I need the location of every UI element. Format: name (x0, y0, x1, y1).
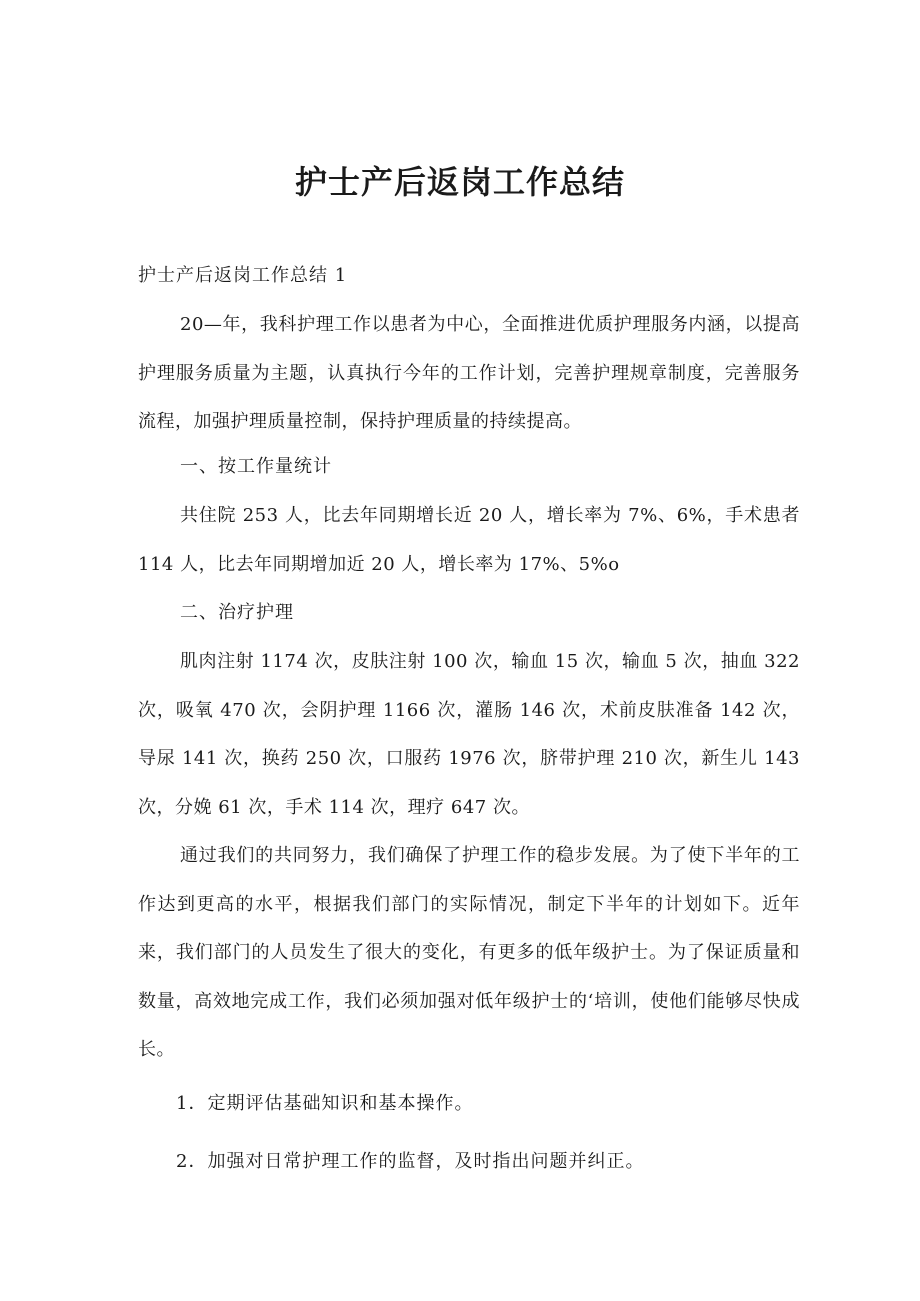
workload-paragraph: 共住院 253 人，比去年同期增长近 20 人，增长率为 7%、6%，手术患者 114 人，比去年同期增加近 20 人，增长率为 17%、5%o (138, 505, 800, 575)
section-subtitle: 护士产后返岗工作总结 1 (138, 265, 348, 286)
summary-paragraph: 通过我们的共同努力，我们确保了护理工作的稳步发展。为了使下半年的工作达到更高的水平，根据我们部门的实际情况，制定下半年的计划如下。近年来，我们部门的人员发生了很大的变化，有更多的低年级护士。为了保证质量和数量，高效地完成工作，我们必须加强对低年级护士的‘培训，使他们能够尽快成长。 (138, 845, 800, 1060)
list-item: 1．定期评估基础知识和基本操作。 (176, 1093, 474, 1114)
section-heading-treatment: 二、治疗护理 (180, 602, 294, 623)
treatment-paragraph: 肌肉注射 1174 次，皮肤注射 100 次，输血 15 次，输血 5 次，抽血 322 次，吸氧 470 次，会阴护理 1166 次，灌肠 146 次，术前皮肤准备 142 次，导尿 141 次，换药 250 次，口服药 1976 次，脐带护理 210 次，新生儿 143 次，分娩 61 次，手术 114 次，理疗 647 次。 (138, 651, 800, 818)
document-title: 护士产后返岗工作总结 (294, 163, 625, 201)
intro-paragraph: 20—年，我科护理工作以患者为中心，全面推进优质护理服务内涵，以提高护理服务质量为主题，认真执行今年的工作计划，完善护理规章制度，完善服务流程，加强护理质量控制，保持护理质量的持续提高。 (138, 314, 800, 432)
list-item: 2．加强对日常护理工作的监督，及时指出问题并纠正。 (176, 1151, 645, 1172)
section-heading-workload: 一、按工作量统计 (180, 456, 332, 477)
